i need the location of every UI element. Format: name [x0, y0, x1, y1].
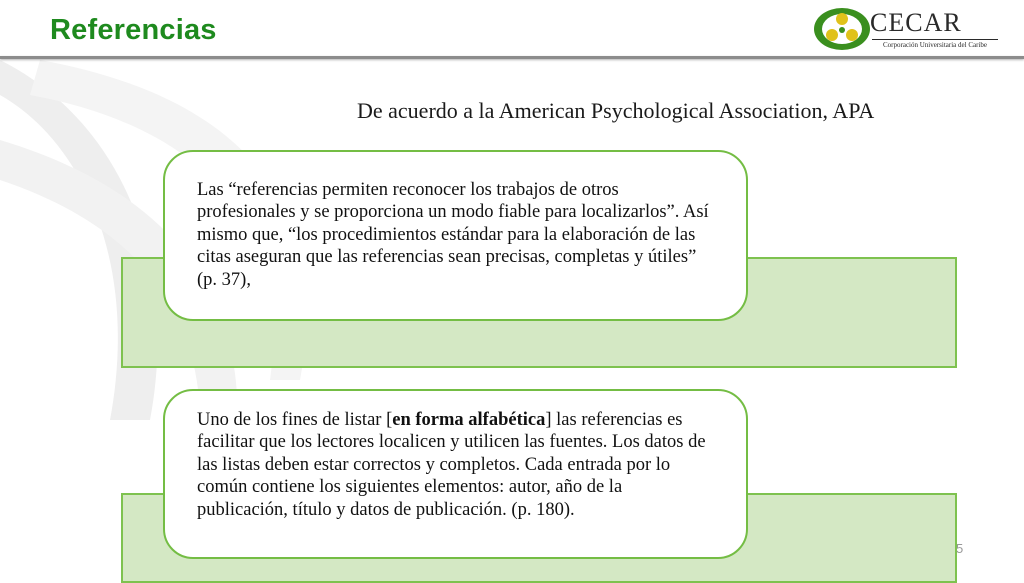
quote-card-2	[163, 389, 748, 559]
quote-card-2-text-before: Uno de los fines de listar [	[197, 410, 393, 430]
quote-card-1	[163, 150, 748, 321]
logo-name: CECAR	[870, 8, 962, 37]
quote-card-2-emphasis: en forma alfabética	[392, 410, 546, 430]
logo-tagline: Corporación Universitaria del Caribe	[872, 39, 998, 49]
page-number: 5	[956, 541, 964, 556]
slide-title: Referencias	[50, 14, 217, 46]
quote-card-2-text-after: ] las referencias es facilitar que los lectores localicen y utilicen las fuentes. Los datos de las listas deben estar correctos y completos. Cada entrada por lo común contiene los siguientes elementos: autor, año de la publicación, título y datos de publicación. (p. 180).	[197, 410, 706, 520]
slide-subtitle: De acuerdo a la American Psychological Association, APA	[357, 98, 875, 123]
quote-card-1-text: Las “referencias permiten reconocer los trabajos de otros profesionales y se proporciona un modo fiable para localizarlos”. Así mismo que, “los procedimientos estándar para la elaboración de las citas aseguran que las referencias sean precisas, completas y útiles” (p. 37),	[197, 180, 709, 290]
title-divider	[0, 56, 1024, 59]
